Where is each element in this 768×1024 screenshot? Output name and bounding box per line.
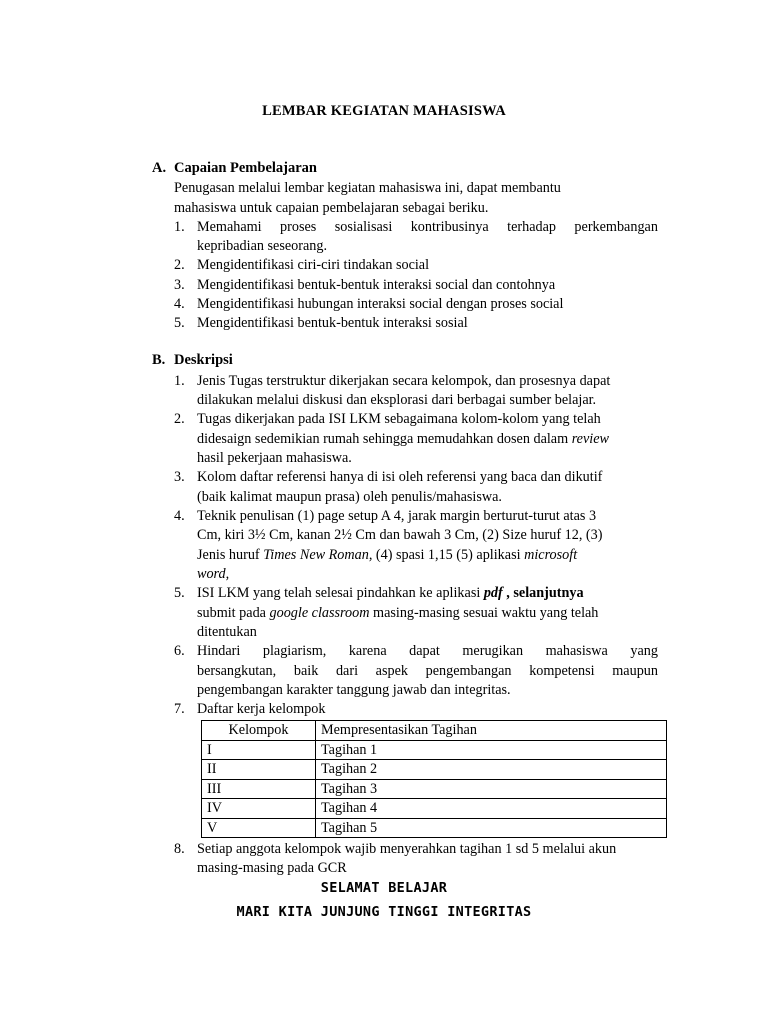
list-item-continuation: didesaign sedemikian rumah sehingga memudahkan dosen dalam review (197, 431, 609, 447)
closing-motto: MARI KITA JUNJUNG TINGGI INTEGRITAS (236, 904, 532, 920)
table-cell: Tagihan 5 (316, 818, 667, 838)
list-item-continuation: masing-masing pada GCR (197, 860, 347, 876)
list-item-continuation: Cm, kiri 3½ Cm, kanan 2½ Cm dan bawah 3 Cm, (2) Size huruf 12, (3) (197, 527, 603, 543)
table-row (202, 779, 667, 799)
list-item-continuation: pengembangan karakter tanggung jawab dan integritas. (197, 682, 511, 698)
table-cell: Tagihan 3 (316, 779, 667, 799)
list-item-continuation: kepribadian seseorang. (197, 238, 328, 254)
section-a-intro-line-2: mahasiswa untuk capaian pembelajaran sebagai beriku. (174, 200, 489, 216)
group-work-table (201, 720, 667, 838)
table-cell: IV (202, 799, 316, 819)
table-row (202, 799, 667, 819)
section-b-title: Deskripsi (174, 352, 233, 368)
table-cell: Tagihan 4 (316, 799, 667, 819)
list-item-continuation: hasil pekerjaan mahasiswa. (197, 450, 352, 466)
table-cell: Tagihan 2 (316, 760, 667, 780)
section-a-heading (152, 160, 317, 177)
table-cell: V (202, 818, 316, 838)
page-title: LEMBAR KEGIATAN MAHASISWA (262, 103, 506, 119)
table-header-cell: Kelompok (202, 721, 316, 741)
section-b-letter: B. (152, 352, 166, 368)
list-item-continuation: word, (197, 566, 230, 582)
closing-greeting: SELAMAT BELAJAR (320, 880, 448, 896)
table-cell: II (202, 760, 316, 780)
list-item-continuation: (baik kalimat maupun prasa) oleh penulis/mahasiswa. (197, 489, 502, 505)
table-cell: I (202, 740, 316, 760)
table-header-row (202, 721, 667, 741)
section-a-intro-line-1: Penugasan melalui lembar kegiatan mahasiswa ini, dapat membantu (174, 180, 561, 196)
table-row (202, 740, 667, 760)
section-a-title: Capaian Pembelajaran (174, 160, 317, 176)
table-row (202, 818, 667, 838)
section-a-letter: A. (152, 160, 167, 176)
table-cell: Tagihan 1 (316, 740, 667, 760)
table-cell: III (202, 779, 316, 799)
list-item-continuation: ditentukan (197, 624, 257, 640)
justified-line: Memahami proses sosialisasi kontribusinya terhadap perkembangan (197, 219, 658, 235)
section-b-heading (152, 352, 233, 369)
list-item-continuation: submit pada google classroom masing-masing sesuai waktu yang telah (197, 605, 599, 621)
document-page: LEMBAR KEGIATAN MAHASISWA A. Capaian Pembelajaran Penugasan melalui lembar kegiatan mahasiswa ini, dapat membantu mahasiswa untuk capaian pembelajaran sebagai beriku. 1. Memahami proses sosialisasi kontribusinya terhadap perkembangan kepribadian seseorang. 2. Mengidentifikasi ciri-ciri tindakan social 3. Mengidentifikasi bentuk-bentuk interaksi social dan contohnya 4. Mengidentifikasi hubungan interaksi social dengan proses social 5. Mengidentifikasi bentuk-bentuk interaksi sosial B. Deskripsi 1. Jenis Tugas terstruktur dikerjakan secara kelompok, dan prosesnya dapat dilakukan melalui diskusi dan eksplorasi dari berbagai sumber belajar. 2. Tugas dikerjakan pada ISI LKM sebagaimana kolom-kolom yang telah didesaign sedemikian rumah sehingga memudahkan dosen dalam review hasil pekerjaan mahasiswa. 3. Kolom daftar referensi hanya di isi oleh referensi yang baca dan dikutif (baik kalimat maupun prasa) oleh penulis/mahasiswa. 4. Teknik penulisan (1) page setup A 4, jarak margin berturut-turut atas 3 Cm, kiri 3½ Cm, kanan 2½ Cm dan bawah 3 Cm, (2) Size huruf 12, (3) Jenis huruf Times New Roman, (4) spasi 1,15 (5) aplikasi microsoft word, 5. ISI LKM yang telah selesai pindahkan ke aplikasi pdf , selanjutnya submit pada google classroom masing-masing sesuai waktu yang telah ditentukan 6. Hindari plagiarism, karena dapat merugikan mahasiswa yang bersangkutan, baik dari aspek pengembangan kompetensi maupun pengembangan karakter tanggung jawab dan integritas. 7. Daftar kerja kelompok Kelompok Mempresentasikan Tagihan I Tagihan 1 II Tagihan 2 III Tagihan 3 IV Tagihan 4 V Tagihan 5 8. Setiap anggota kelompok wajib menyerahkan tagihan 1 sd 5 melalui akun masing-masing pada GCR SELAMAT BELAJAR MARI KITA JUNJUNG TINGGI INTEGRITAS (0, 0, 768, 1024)
table-header-cell: Mempresentasikan Tagihan (316, 721, 667, 741)
list-item-continuation: Jenis huruf Times New Roman, (4) spasi 1,15 (5) aplikasi microsoft (197, 547, 578, 563)
table-row (202, 760, 667, 780)
list-item-continuation: bersangkutan, baik dari aspek pengembangan kompetensi maupun (197, 663, 658, 679)
list-item-continuation: dilakukan melalui diskusi dan eksplorasi dari berbagai sumber belajar. (197, 392, 597, 408)
